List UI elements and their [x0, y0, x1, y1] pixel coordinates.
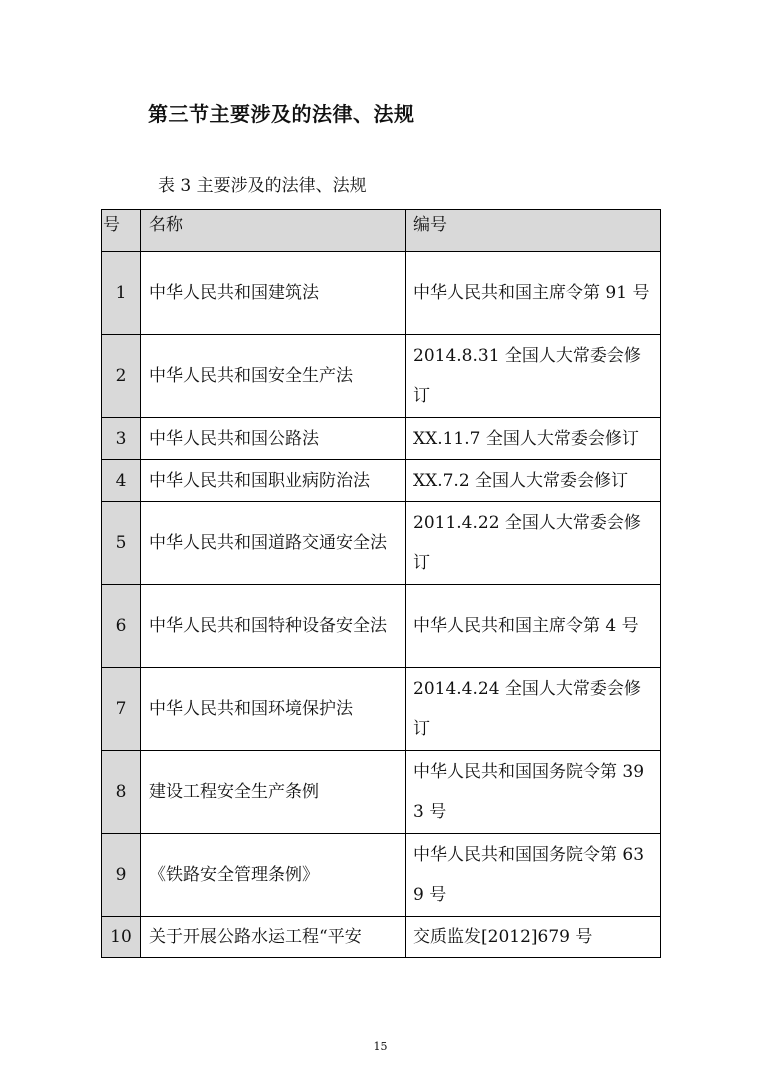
row-number: 10 — [102, 917, 141, 958]
law-name: 中华人民共和国职业病防治法 — [141, 460, 406, 502]
row-number: 6 — [102, 585, 141, 668]
table-row — [102, 917, 661, 958]
section-heading: 第三节主要涉及的法律、法规 — [148, 102, 415, 126]
law-code: 2014.4.24 全国人大常委会修订 — [406, 668, 661, 751]
table-row — [102, 585, 661, 668]
law-code: 中华人民共和国主席令第 4 号 — [406, 585, 661, 668]
law-code: XX.7.2 全国人大常委会修订 — [406, 460, 661, 502]
table-row — [102, 418, 661, 460]
table-row — [102, 668, 661, 751]
law-name: 中华人民共和国环境保护法 — [141, 668, 406, 751]
law-code: 2011.4.22 全国人大常委会修订 — [406, 502, 661, 585]
table-row — [102, 502, 661, 585]
laws-table — [101, 209, 661, 958]
row-number: 4 — [102, 460, 141, 502]
table-row — [102, 751, 661, 834]
law-name: 中华人民共和国特种设备安全法 — [141, 585, 406, 668]
law-name: 中华人民共和国公路法 — [141, 418, 406, 460]
law-code: 中华人民共和国国务院令第 639 号 — [406, 834, 661, 917]
table-header-row — [102, 210, 661, 252]
law-code: 2014.8.31 全国人大常委会修订 — [406, 335, 661, 418]
header-name: 名称 — [141, 210, 406, 252]
row-number: 9 — [102, 834, 141, 917]
law-name: 建设工程安全生产条例 — [141, 751, 406, 834]
law-code: 交质监发[2012]679 号 — [406, 917, 661, 958]
law-code: 中华人民共和国主席令第 91 号 — [406, 252, 661, 335]
row-number: 8 — [102, 751, 141, 834]
law-code: 中华人民共和国国务院令第 393 号 — [406, 751, 661, 834]
row-number: 5 — [102, 502, 141, 585]
table-row — [102, 252, 661, 335]
law-name: 中华人民共和国安全生产法 — [141, 335, 406, 418]
law-name: 关于开展公路水运工程“平安 — [141, 917, 406, 958]
header-code: 编号 — [406, 210, 661, 252]
row-number: 7 — [102, 668, 141, 751]
page-number: 15 — [373, 1040, 388, 1053]
law-name: 《铁路安全管理条例》 — [141, 834, 406, 917]
law-code: XX.11.7 全国人大常委会修订 — [406, 418, 661, 460]
table-caption: 表 3 主要涉及的法律、法规 — [158, 176, 367, 196]
header-number: 号 — [102, 210, 141, 252]
law-name: 中华人民共和国建筑法 — [141, 252, 406, 335]
table-row — [102, 335, 661, 418]
table-row — [102, 834, 661, 917]
law-name: 中华人民共和国道路交通安全法 — [141, 502, 406, 585]
row-number: 3 — [102, 418, 141, 460]
table-row — [102, 460, 661, 502]
row-number: 1 — [102, 252, 141, 335]
row-number: 2 — [102, 335, 141, 418]
